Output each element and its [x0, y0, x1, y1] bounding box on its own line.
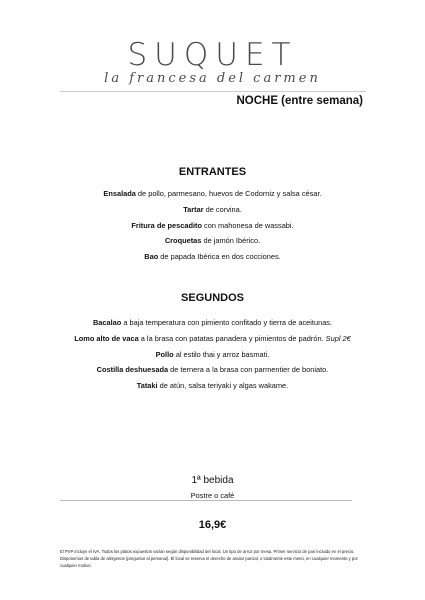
dish-name: Costilla deshuesada [96, 365, 169, 375]
supplement-note: Supl 2€ [325, 333, 351, 343]
drink-included: 1ª bebida [191, 475, 234, 486]
footnote: El PVP incluye el IVA. Todos los platos expuestos varían según disponibilidad del local. Un tipo de arroz por mesa. Primer servicio de pan incluido en el precio. Disponemos de tabla de alérgenos (preguntar al personal). El local se reserva el derecho de anular parcial, o totalmente este menú, en cualquier momento y por cualquier motivo. [60, 549, 358, 568]
dish-description: de pollo, parmesano, huevos de Codorniz y salsa césar. [135, 189, 322, 198]
dish-name: Bao [144, 252, 159, 262]
menu-price: 16,9€ [198, 519, 227, 531]
dish-name: Bacalao [92, 318, 122, 327]
menu-item [0, 218, 425, 234]
menu-item [0, 233, 425, 249]
dish-description: a baja temperatura con pimiento confitado y tierra de aceitunas. [121, 318, 333, 327]
dish-description: a la brasa con patatas panadera y pimientos de padrón. [138, 333, 324, 343]
dish-description: al estilo thai y arroz basmati. [173, 349, 270, 359]
menu-item [0, 315, 425, 331]
dish-name: Croquetas [164, 236, 202, 246]
dessert-or-coffee: Postre o café [190, 491, 235, 500]
menu-item [0, 347, 425, 363]
dish-name: Lomo alto de vaca [74, 333, 139, 343]
entrantes-title: ENTRANTES [178, 166, 247, 178]
brand-tagline: la francesa del carmen [104, 71, 321, 86]
dish-name: Ensalada [103, 189, 136, 198]
dish-description: de atún, salsa teriyaki y algas wakame. [157, 381, 289, 391]
brand-name: SUQUET [127, 37, 298, 73]
dish-name: Tartar [183, 204, 204, 214]
dish-description: con mahonesa de wassabi. [202, 220, 294, 230]
dish-description: de ternera a la brasa con parmentier de boniato. [168, 365, 329, 375]
menu-item [0, 202, 425, 218]
price-divider [60, 500, 352, 501]
dish-name: Fritura de pescadito [131, 220, 202, 230]
segundos-list [0, 315, 425, 394]
dish-name: Tataki [136, 381, 158, 391]
header-divider [60, 91, 366, 92]
service-heading: NOCHE (entre semana) [236, 95, 363, 107]
menu-item [0, 249, 425, 265]
menu-item [0, 362, 425, 378]
menu-item [0, 186, 425, 202]
dish-description: de jamón Ibérico. [201, 236, 261, 246]
dish-name: Pollo [155, 349, 174, 359]
segundos-title: SEGUNDOS [181, 292, 244, 304]
entrantes-list [0, 186, 425, 265]
brand-logo [0, 38, 425, 86]
menu-item [0, 331, 425, 347]
dish-description: de corvina. [203, 204, 242, 214]
dish-description: de papada Ibérica en dos cocciones. [158, 252, 281, 262]
menu-item [0, 378, 425, 394]
